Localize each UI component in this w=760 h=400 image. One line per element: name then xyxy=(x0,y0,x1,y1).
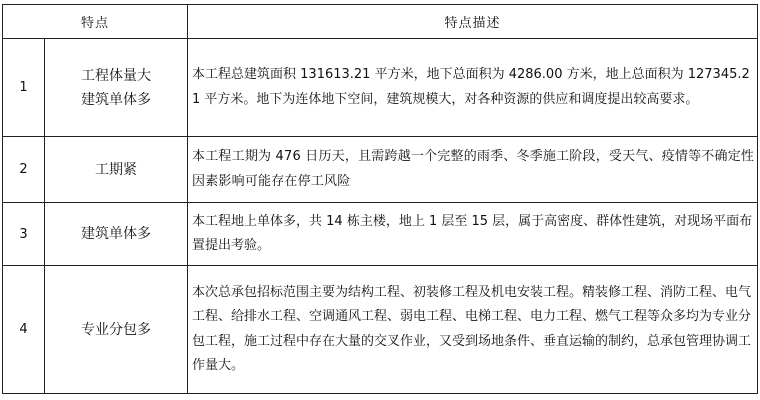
table-header-row xyxy=(3,5,758,39)
row-description: 本次总承包招标范围主要为结构工程、初装修工程及机电安装工程。精装修工程、消防工程、电气工程、给排水工程、空调通风工程、弱电工程、电梯工程、电力工程、燃气工程等众多均为专业分包工程，施工过程中存在大量的交叉作业，又受到场地条件、垂直运输的制约，总承包管理协调工作量大。 xyxy=(188,266,758,394)
row-feature-line: 工程体量大 xyxy=(81,67,151,84)
header-feature: 特点 xyxy=(3,5,188,39)
row-number: 2 xyxy=(3,137,45,203)
row-description: 本工程总建筑面积 131613.21 平方米，地下总面积为 4286.00 方米，地上总面积为 127345.21 平方米。地下为连体地下空间，建筑规模大，对各种资源的供应和调度提出较高要求。 xyxy=(188,39,758,137)
row-feature-line: 建筑单体多 xyxy=(81,91,151,108)
row-feature xyxy=(45,203,188,266)
row-feature-line: 专业分包多 xyxy=(81,321,151,338)
table-row xyxy=(3,137,758,203)
row-description: 本工程工期为 476 日历天，且需跨越一个完整的雨季、冬季施工阶段，受天气、疫情等不确定性因素影响可能存在停工风险 xyxy=(188,137,758,203)
row-number: 4 xyxy=(3,266,45,394)
row-feature-line: 建筑单体多 xyxy=(81,226,151,242)
row-number: 1 xyxy=(3,39,45,137)
table-row xyxy=(3,266,758,394)
header-description: 特点描述 xyxy=(188,5,758,39)
row-feature xyxy=(45,266,188,394)
features-table xyxy=(2,4,758,394)
row-feature xyxy=(45,137,188,203)
row-feature xyxy=(45,39,188,137)
table-row xyxy=(3,203,758,266)
table-row xyxy=(3,39,758,137)
row-feature-line: 工期紧 xyxy=(95,161,137,178)
row-number: 3 xyxy=(3,203,45,266)
row-description: 本工程地上单体多，共 14 栋主楼，地上 1 层至 15 层，属于高密度、群体性建筑，对现场平面布置提出考验。 xyxy=(188,203,758,266)
